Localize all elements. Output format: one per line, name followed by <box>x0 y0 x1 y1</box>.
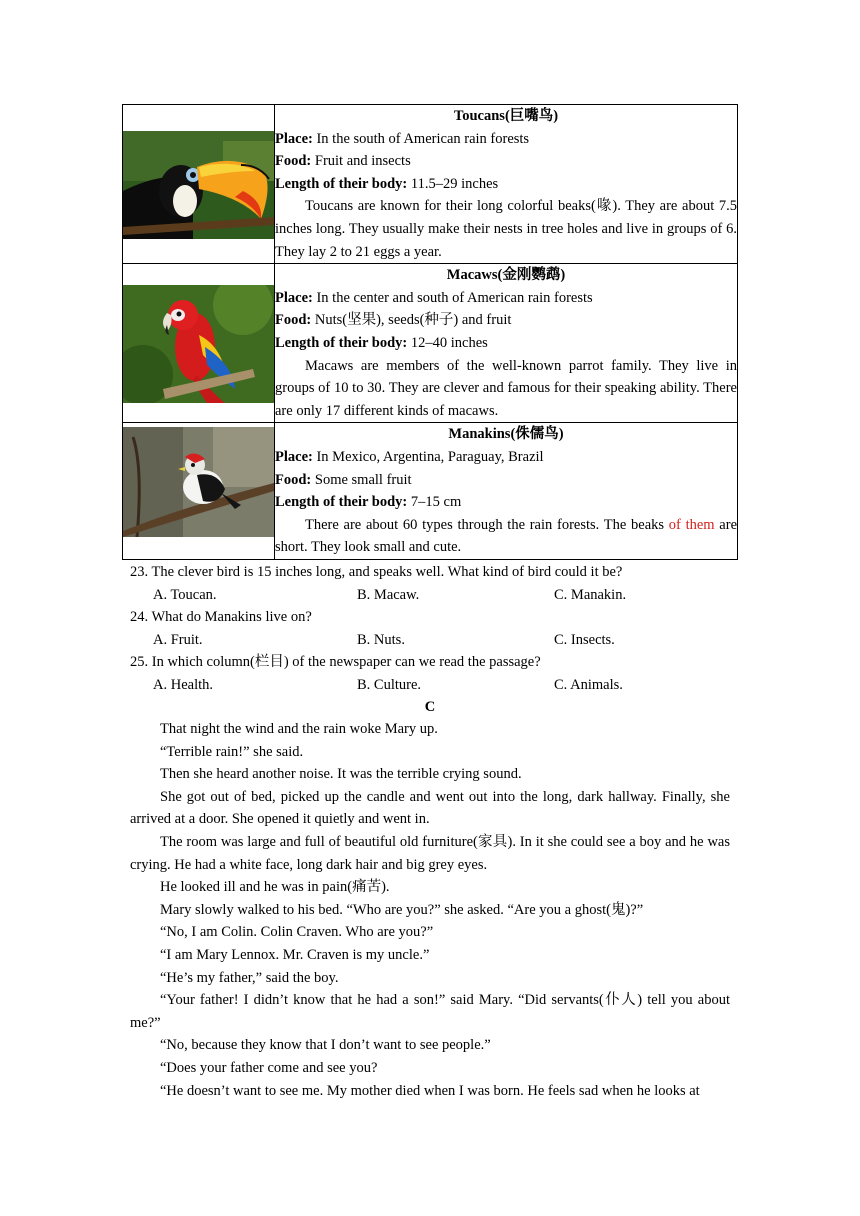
option-c: C. Manakin. <box>554 586 627 603</box>
manakin-row <box>123 423 738 560</box>
story-paragraph: “No, I am Colin. Colin Craven. Who are you?” <box>160 924 434 941</box>
story-paragraph: “He doesn’t want to see me. My mother died when I was born. He feels sad when he looks at <box>160 1082 700 1099</box>
story-paragraph: The room was large and full of beautiful old furniture(家具). In it she could see a boy and he was crying. He had a white face, long dark hair and big grey eyes. <box>130 833 730 873</box>
toucan-place: Place: In the south of American rain forests <box>275 130 530 147</box>
section-title: C <box>424 699 436 715</box>
question-text: 24. What do Manakins live on? <box>130 609 312 625</box>
story-paragraph: “Does your father come and see you? <box>160 1059 378 1076</box>
bird-info-table <box>122 104 738 560</box>
toucan-row <box>123 105 738 264</box>
toucan-food: Food: Fruit and insects <box>275 153 411 170</box>
macaw-photo-cell <box>123 264 275 423</box>
story-paragraph: That night the wind and the rain woke Mary up. <box>160 721 438 737</box>
macaw-length: Length of their body: 12–40 inches <box>275 334 488 351</box>
story-paragraph: Mary slowly walked to his bed. “Who are you?” she asked. “Are you a ghost(鬼)?” <box>160 901 644 918</box>
option-b: B. Nuts. <box>357 631 405 648</box>
story-paragraph: “I am Mary Lennox. Mr. Craven is my uncle.” <box>160 946 430 963</box>
story-paragraph: “He’s my father,” said the boy. <box>160 969 339 986</box>
story-paragraph: “Terrible rain!” she said. <box>160 743 304 760</box>
toucan-photo <box>123 131 274 239</box>
story-passage <box>130 718 730 1102</box>
question-text: 23. The clever bird is 15 inches long, and speaks well. What kind of bird could it be? <box>130 564 623 580</box>
story-paragraph: He looked ill and he was in pain(痛苦). <box>160 879 390 896</box>
macaw-info <box>275 264 738 423</box>
story-paragraph: “No, because they know that I don’t want to see people.” <box>160 1037 491 1054</box>
story-paragraph: Then she heard another noise. It was the terrible crying sound. <box>160 766 522 783</box>
toucan-title: Toucans(巨嘴鸟) <box>453 108 559 124</box>
macaw-food: Food: Nuts(坚果), seeds(种子) and fruit <box>275 312 512 329</box>
manakin-title: Manakins(侏儒鸟) <box>448 426 564 443</box>
question-text: 25. In which column(栏目) of the newspaper can we read the passage? <box>130 654 541 670</box>
manakin-photo-cell <box>123 423 275 560</box>
option-b: B. Macaw. <box>357 586 420 603</box>
macaw-title: Macaws(金刚鹦鹉) <box>446 267 566 284</box>
manakin-photo <box>123 427 274 537</box>
story-paragraph: She got out of bed, picked up the candle and went out into the long, dark hallway. Finally, she arrived at a door. She opened it quietly and went in. <box>130 788 730 828</box>
highlighted-text: of them <box>668 516 715 533</box>
manakin-info <box>275 423 738 560</box>
option-c: C. Insects. <box>554 631 615 648</box>
manakin-length: Length of their body: 7–15 cm <box>275 494 462 511</box>
option-b: B. Culture. <box>357 676 422 693</box>
macaw-description: Macaws are members of the well-known parrot family. They live in groups of 10 to 30. They are clever and famous for their speaking ability. There are only 17 different kinds of macaws. <box>275 357 737 419</box>
toucan-info <box>275 105 738 264</box>
story-paragraph: “Your father! I didn’t know that he had a son!” said Mary. “Did servants(仆人) tell you about me?” <box>130 992 730 1031</box>
macaw-row <box>123 264 738 423</box>
toucan-photo-cell <box>123 105 275 264</box>
option-a: A. Toucan. <box>153 586 217 603</box>
option-a: A. Health. <box>153 676 213 693</box>
manakin-place: Place: In Mexico, Argentina, Paraguay, Brazil <box>275 448 544 465</box>
option-a: A. Fruit. <box>153 631 203 648</box>
toucan-description: Toucans are known for their long colorful beaks(喙). They are about 7.5 inches long. They usually make their nests in tree holes and live in groups of 6. They lay 2 to 21 eggs a year. <box>275 198 737 260</box>
manakin-description: There are about 60 types through the rain forests. The beaks of them are short. They look small and cute. <box>275 516 738 556</box>
macaw-photo <box>123 285 274 403</box>
manakin-food: Food: Some small fruit <box>275 471 412 488</box>
toucan-length: Length of their body: 11.5–29 inches <box>275 175 499 192</box>
option-c: C. Animals. <box>554 676 623 693</box>
macaw-place: Place: In the center and south of American rain forests <box>275 289 593 306</box>
